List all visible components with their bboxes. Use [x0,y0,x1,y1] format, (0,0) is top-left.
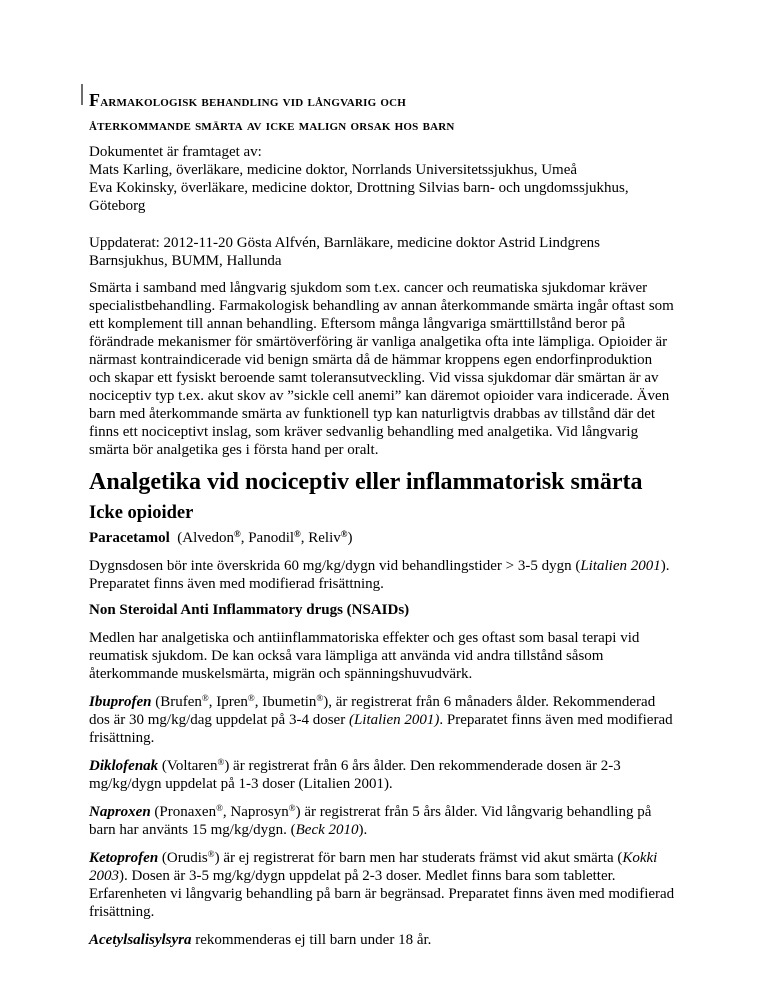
text: ). [358,822,368,838]
registered-mark: ® [247,693,255,703]
nsaid-paragraph [89,629,689,683]
intro-line: närmast kontraindicerade vid benign smärta då de hämmar kroppens egen endorfinproduktion [89,352,653,368]
title-line-2: återkommande smärta av icke malign orsak hos barn [89,117,455,134]
text: ) är ej registrerat för barn men har studerats främst vid akut smärta ( [214,850,623,866]
diklofenak-name: Diklofenak [89,758,159,774]
author-1: Mats Karling, överläkare, medicine doktor, Norrlands Universitetssjukhus, Umeå [89,162,578,178]
intro-line: Smärta i samband med långvarig sjukdom som t.ex. cancer och reumatiska sjukdomar kräver [89,280,648,296]
nsaid-line: återkommande muskelsmärta, migrän och spänningshuvudvärk. [89,666,473,682]
text: ) är registrerat från 6 års ålder. Den rekommenderade dosen är 2-3 [224,758,621,774]
citation: 2003 [89,868,119,884]
brand-text: ) [347,530,353,546]
updated-line-2: Barnsjukhus, BUMM, Hallunda [89,253,282,269]
updated-line-1: Uppdaterat: 2012-11-20 Gösta Alfvén, Barnläkare, medicine doktor Astrid Lindgrens [89,235,600,251]
title-initial: F [89,90,101,110]
title-line-1-text: armakologisk behandling vid långvarig och [100,93,407,110]
intro-line: ett komplement till annan behandling. Eftersom många långvariga smärttillstånd beror på [89,316,626,332]
subsection-heading: Icke opioider [89,503,194,523]
paracetamol-paragraph [89,557,689,593]
text: ) är registrerat från 5 års ålder. Vid långvarig behandling på [295,804,652,820]
ketoprofen-line-2 [89,867,689,885]
ketoprofen-line-4: frisättning. [89,904,155,920]
registered-mark: ® [294,529,301,539]
document-page [89,88,689,949]
nsaid-line: reumatisk sjukdom. De kan också vara lämpliga att använda vid andra tillstånd såsom [89,648,604,664]
registered-mark: ® [207,849,215,859]
intro-line: barn med återkommande smärta av funktionell typ kan naturligtvis drabbas av tillstånd där det [89,406,656,422]
text: ), är registrerat från 6 månaders ålder. Rekommenderad [323,694,656,710]
author-2-line-1: Eva Kokinsky, överläkare, medicine doktor, Drottning Silvias barn- och ungdomssjukhus, [89,180,629,196]
citation: Beck 2010 [295,822,359,838]
nsaid-heading: Non Steroidal Anti Inflammatory drugs (NSAIDs) [89,602,410,618]
naproxen-line-1 [89,803,689,821]
authors-block [89,143,689,215]
text: . Preparatet finns även med modifierad [439,712,673,728]
registered-mark: ® [216,803,223,813]
ibuprofen-paragraph [89,693,689,747]
text: , Ipren [208,694,248,710]
text: rekommenderas ej till barn under 18 år. [191,932,432,948]
naproxen-name: Naproxen [89,804,151,820]
text: (Orudis [158,850,208,866]
text: barn har använts 15 mg/kg/dygn. ( [89,822,296,838]
brand-text: Panodil [248,530,295,546]
registered-mark: ® [288,803,296,813]
paracetamol-name: Paracetamol [89,530,170,546]
ibuprofen-line-2 [89,711,689,729]
ketoprofen-line-3: Erfarenheten vi långvarig behandling på barn är begränsad. Preparatet finns även med modifierad [89,886,675,902]
updated-block [89,234,689,270]
brand-text: (Alvedon [177,530,234,546]
paracetamol-line-2: Preparatet finns även med modifierad frisättning. [89,576,384,592]
intro-line: och skapar ett fysiskt beroende samt toleransutveckling. Vid vissa sjukdomar där smärtan är av [89,370,659,386]
authors-intro: Dokumentet är framtaget av: [89,144,262,160]
author-2-line-2: Göteborg [89,198,146,214]
citation: (Litalien 2001) [348,712,440,728]
citation: Litalien 2001 [580,558,661,574]
text: , Ibumetin [254,694,317,710]
registered-mark: ® [233,529,241,539]
intro-paragraph [89,279,689,459]
ibuprofen-line-3: frisättning. [89,730,155,746]
brand-text: Reliv [308,530,341,546]
registered-mark: ® [201,693,209,703]
naproxen-paragraph [89,803,689,839]
intro-line: smärta bör analgetika ges i första hand per oralt. [89,442,379,458]
asa-line [89,931,689,949]
title-line-1 [89,88,689,114]
document-title [89,88,689,138]
text: (Brufen [151,694,202,710]
text: , Naprosyn [222,804,289,820]
asa-name: Acetylsalisylsyra [89,932,192,948]
intro-line: nociceptiv typ t.ex. akut skov av ”sickle cell anemi” kan däremot opioider vara indicerade. Även [89,388,670,404]
section-heading: Analgetika vid nociceptiv eller inflammatorisk smärta [89,469,643,495]
text: Dygnsdosen bör inte överskrida 60 mg/kg/dygn vid behandlingstider > 3-5 dygn ( [89,558,581,574]
registered-mark: ® [316,693,324,703]
text: dos är 30 mg/kg/dag uppdelat på 3-4 doser [89,712,349,728]
ketoprofen-line-1 [89,849,689,867]
text: (Voltaren [158,758,218,774]
margin-change-bar [81,84,83,105]
ketoprofen-paragraph [89,849,689,921]
asa-paragraph [89,931,689,949]
intro-line: finns ett nociceptivt inslag, som kräver sedvanlig behandling med analgetika. Vid långvarig [89,424,639,440]
paracetamol-heading: Paracetamol (Alvedon®, Panodil®, Reliv®) [89,529,353,546]
naproxen-line-2 [89,821,689,839]
diklofenak-line-1 [89,757,689,775]
text: ). Dosen är 3-5 mg/kg/dygn uppdelat på 2-3 doser. Medlet finns bara som tabletter. [119,868,616,884]
citation: Kokki [622,850,658,866]
registered-mark: ® [217,757,225,767]
text: (Pronaxen [150,804,217,820]
intro-line: specialistbehandling. Farmakologisk behandling av annan återkommande smärta ingår oftast som [89,298,674,314]
ibuprofen-line-1 [89,693,689,711]
text: ). [660,558,670,574]
nsaid-line: Medlen har analgetiska och antiinflammatoriska effekter och ges oftast som basal terapi vid [89,630,640,646]
registered-mark: ® [340,529,348,539]
intro-line: förändrade mekanismer för smärtöverföring är vanliga analgetika ofta inte lämpliga. Opioider är [89,334,668,350]
ibuprofen-name: Ibuprofen [89,694,152,710]
diklofenak-line-2: mg/kg/dygn uppdelat på 1-3 doser (Litalien 2001). [89,776,393,792]
diklofenak-paragraph [89,757,689,793]
paracetamol-line-1 [89,557,689,575]
ketoprofen-name: Ketoprofen [89,850,159,866]
